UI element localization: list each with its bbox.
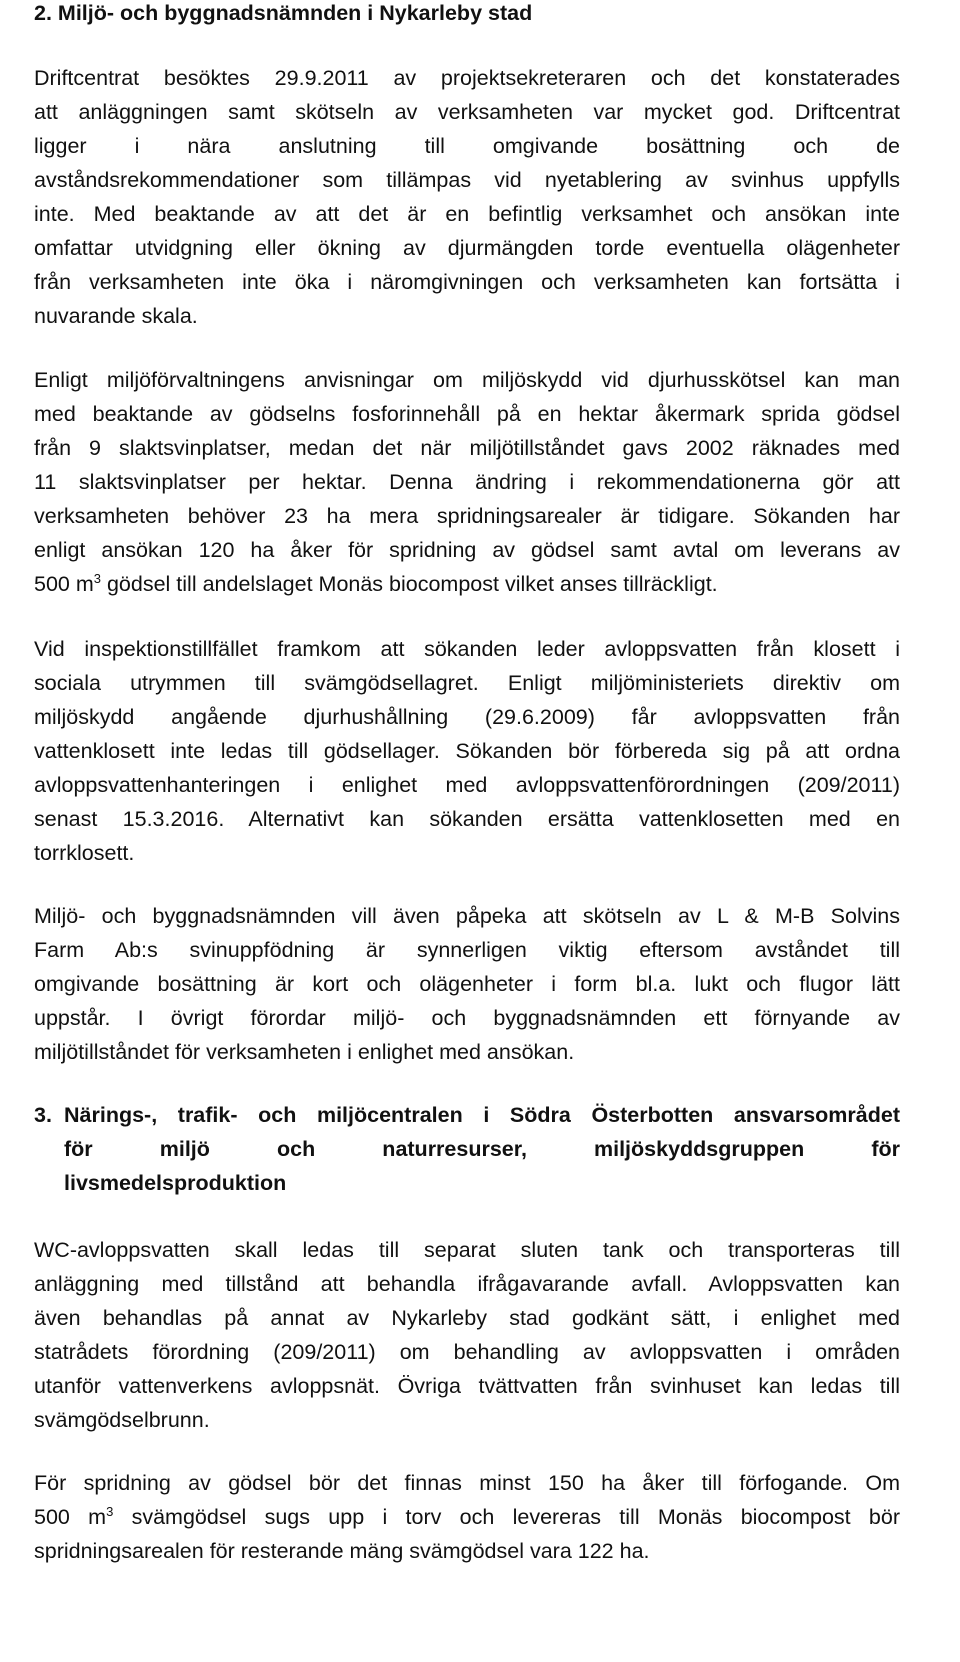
section-3-number: 3.	[34, 1103, 52, 1127]
paragraph-1	[34, 61, 900, 333]
text-line: miljöskydd angående djurhushållning (29.6.2009) får avloppsvatten från	[34, 705, 900, 729]
heading-line	[34, 1098, 900, 1132]
section-3-title-line: livsmedelsproduktion	[64, 1171, 287, 1195]
superscript: 3	[106, 1504, 114, 1519]
text-line: Driftcentrat besöktes 29.9.2011 av projektsekreteraren och det konstaterades	[34, 66, 900, 90]
paragraph-2	[34, 363, 900, 601]
text-line: nuvarande skala.	[34, 304, 198, 328]
section-3-title-line: Närings-, trafik- och miljöcentralen i Södra Österbotten ansvarsområdet	[64, 1103, 900, 1127]
text-line: anläggning med tillstånd att behandla ifrågavarande avfall. Avloppsvatten kan	[34, 1272, 900, 1296]
text-line: WC-avloppsvatten skall ledas till separat sluten tank och transporteras till	[34, 1238, 900, 1262]
text-line: sociala utrymmen till svämgödsellagret. Enligt miljöministeriets direktiv om	[34, 671, 900, 695]
text-line: utanför vattenverkens avloppsnät. Övriga tvättvatten från svinhuset kan ledas till	[34, 1374, 900, 1398]
text-run: 500 m	[34, 572, 94, 596]
section-2-title: Miljö- och byggnadsnämnden i Nykarleby stad	[57, 1, 533, 25]
text-line: senast 15.3.2016. Alternativt kan sökanden ersätta vattenklosetten med en	[34, 807, 900, 831]
text-run: svämgödsel sugs upp i torv och levereras till Monäs biocompost bör	[113, 1505, 900, 1529]
text-line: inte. Med beaktande av att det är en befintlig verksamhet och ansökan inte	[34, 202, 900, 226]
text-line: Farm Ab:s svinuppfödning är synnerligen viktig eftersom avståndet till	[34, 938, 900, 962]
paragraph-6	[34, 1466, 900, 1568]
text-line: spridningsarealen för resterande mäng svämgödsel vara 122 ha.	[34, 1539, 650, 1563]
text-line: miljötillståndet för verksamheten i enlighet med ansökan.	[34, 1040, 575, 1064]
text-line: med beaktande av gödselns fosforinnehåll på en hektar åkermark sprida gödsel	[34, 402, 900, 426]
text-line: svämgödselbrunn.	[34, 1408, 210, 1432]
text-line: Enligt miljöförvaltningens anvisningar om miljöskydd vid djurhusskötsel kan man	[34, 368, 900, 392]
text-line: Vid inspektionstillfället framkom att sökanden leder avloppsvatten från klosett i	[34, 637, 900, 661]
text-line: För spridning av gödsel bör det finnas minst 150 ha åker till förfogande. Om	[34, 1471, 900, 1495]
text-run: gödsel till andelslaget Monäs biocompost vilket anses tillräckligt.	[101, 572, 718, 596]
text-line: statrådets förordning (209/2011) om behandling av avloppsvatten i områden	[34, 1340, 900, 1364]
paragraph-3	[34, 632, 900, 870]
text-line: att anläggningen samt skötseln av verksamheten var mycket god. Driftcentrat	[34, 100, 900, 124]
text-line: 11 slaktsvinplatser per hektar. Denna ändring i rekommendationerna gör att	[34, 470, 900, 494]
text-line: Miljö- och byggnadsnämnden vill även påpeka att skötseln av L & M-B Solvins	[34, 904, 900, 928]
text-line: torrklosett.	[34, 841, 135, 865]
text-line: omfattar utvidgning eller ökning av djurmängden torde eventuella olägenheter	[34, 236, 900, 260]
text-line: från verksamheten inte öka i näromgivningen och verksamheten kan fortsätta i	[34, 270, 900, 294]
text-line: avståndsrekommendationer som tillämpas vid nyetablering av svinhus uppfylls	[34, 168, 900, 192]
text-line: enligt ansökan 120 ha åker för spridning av gödsel samt avtal om leverans av	[34, 538, 900, 562]
text-line: från 9 slaktsvinplatser, medan det när miljötillståndet gavs 2002 räknades med	[34, 436, 900, 460]
superscript: 3	[93, 571, 101, 586]
text-line: uppstår. I övrigt förordar miljö- och byggnadsnämnden ett förnyande av	[34, 1006, 900, 1030]
section-3-heading	[34, 1098, 900, 1200]
text-run: 500 m	[34, 1505, 107, 1529]
text-line: verksamheten behöver 23 ha mera spridningsarealer är tidigare. Sökanden har	[34, 504, 900, 528]
paragraph-5	[34, 1233, 900, 1437]
text-line: avloppsvattenhanteringen i enlighet med avloppsvattenförordningen (209/2011)	[34, 773, 900, 797]
text-line	[34, 567, 900, 601]
section-2-heading	[34, 0, 900, 30]
section-3-title-line: för miljö och naturresurser, miljöskyddsgruppen för	[64, 1137, 900, 1161]
section-2-number: 2.	[34, 1, 52, 25]
text-line: även behandlas på annat av Nykarleby stad godkänt sätt, i enlighet med	[34, 1306, 900, 1330]
text-line	[34, 1500, 900, 1534]
text-line: omgivande bosättning är kort och olägenheter i form bl.a. lukt och flugor lätt	[34, 972, 900, 996]
paragraph-4	[34, 899, 900, 1069]
text-line: ligger i nära anslutning till omgivande bosättning och de	[34, 134, 900, 158]
text-line: vattenklosett inte ledas till gödsellager. Sökanden bör förbereda sig på att ordna	[34, 739, 900, 763]
